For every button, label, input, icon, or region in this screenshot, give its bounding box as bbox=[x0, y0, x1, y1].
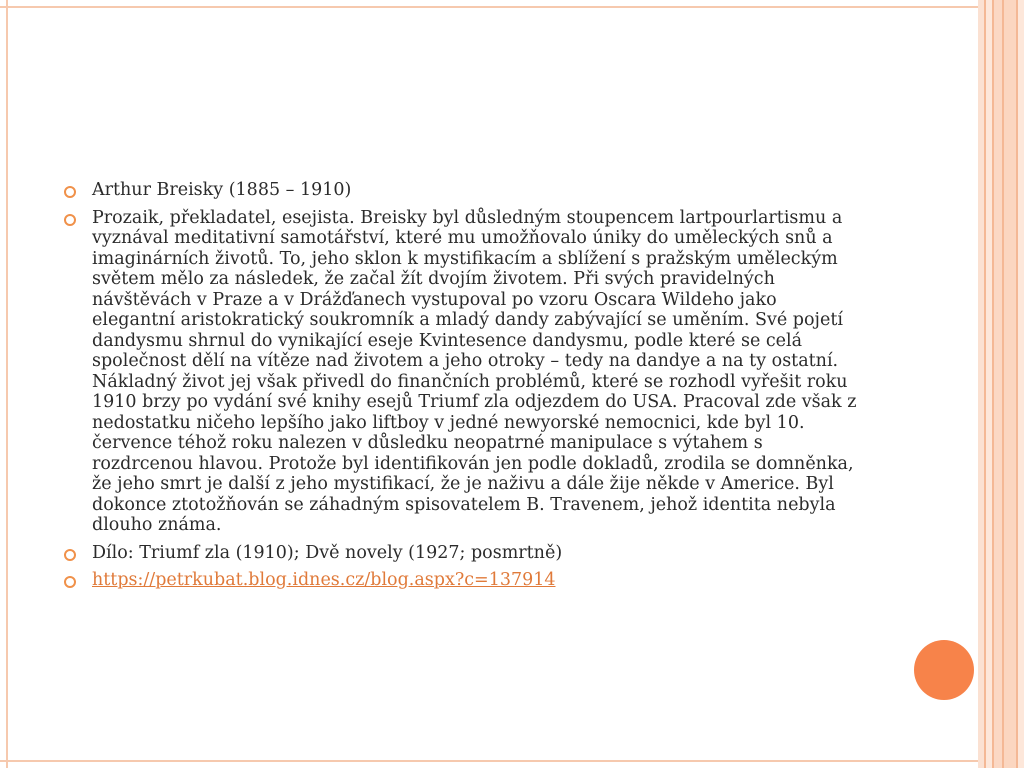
bullet-text: Prozaik, překladatel, esejista. Breisky byl důsledným stoupencem lartpourlartismu a vyznával meditativní samotářství, které mu umožňovalo úniky do uměleckých snů a imaginárních životů. To, jeho sklon k mystifikacím a sblížení s pražským uměleckým světem mělo za následek, že začal žít dvojím životem. Při svých pravidelných návštěvách v Praze a v Drážďanech vystupoval po vzoru Oscara Wildeho jako elegantní aristokratický soukromník a mladý dandy zabývající se uměním. Své pojetí dandysmu shrnul do vynikající eseje Kvintesence dandysmu, podle které se celá společnost dělí na vítěze nad životem a jeho otroky – tedy na dandye a na ty ostatní. Nákladný život jej však přivedl do finančních problémů, které se rozhodl vyřešit roku 1910 brzy po vydání své knihy esejů Triumf zla odjezdem do USA. Pracoval zde však z nedostatku ničeho lepšího jako liftboy v jedné newyorské nemocnici, kde byl 10. července téhož roku nalezen v důsledku neopatrné manipulace s výtahem s rozdrcenou hlavou. Protože byl identifikován jen podle dokladů, zrodila se domněnka, že jeho smrt je další z jeho mystifikací, že je naživu a dále žije někde v Americe. Byl dokonce ztotožňován se záhadným spisovatelem B. Travenem, jehož identita nebyla dlouho známa. bbox=[92, 207, 857, 535]
bullet-item-author bbox=[64, 180, 864, 201]
bullet-item-biography bbox=[64, 208, 864, 536]
slide-content bbox=[64, 180, 864, 598]
bullet-text: Dílo: Triumf zla (1910); Dvě novely (1927; posmrtně) bbox=[92, 542, 563, 563]
circle-bullet-icon bbox=[64, 214, 76, 226]
bullet-text: Arthur Breisky (1885 – 1910) bbox=[92, 180, 352, 200]
circle-bullet-icon bbox=[64, 549, 76, 561]
circle-bullet-icon bbox=[64, 186, 76, 198]
circle-bullet-icon bbox=[64, 576, 76, 588]
decorative-orange-circle bbox=[914, 640, 974, 700]
bullet-item-link[interactable] bbox=[64, 570, 864, 591]
source-link[interactable]: https://petrkubat.blog.idnes.cz/blog.aspx?c=137914 bbox=[92, 570, 556, 590]
bullet-item-works bbox=[64, 543, 864, 564]
